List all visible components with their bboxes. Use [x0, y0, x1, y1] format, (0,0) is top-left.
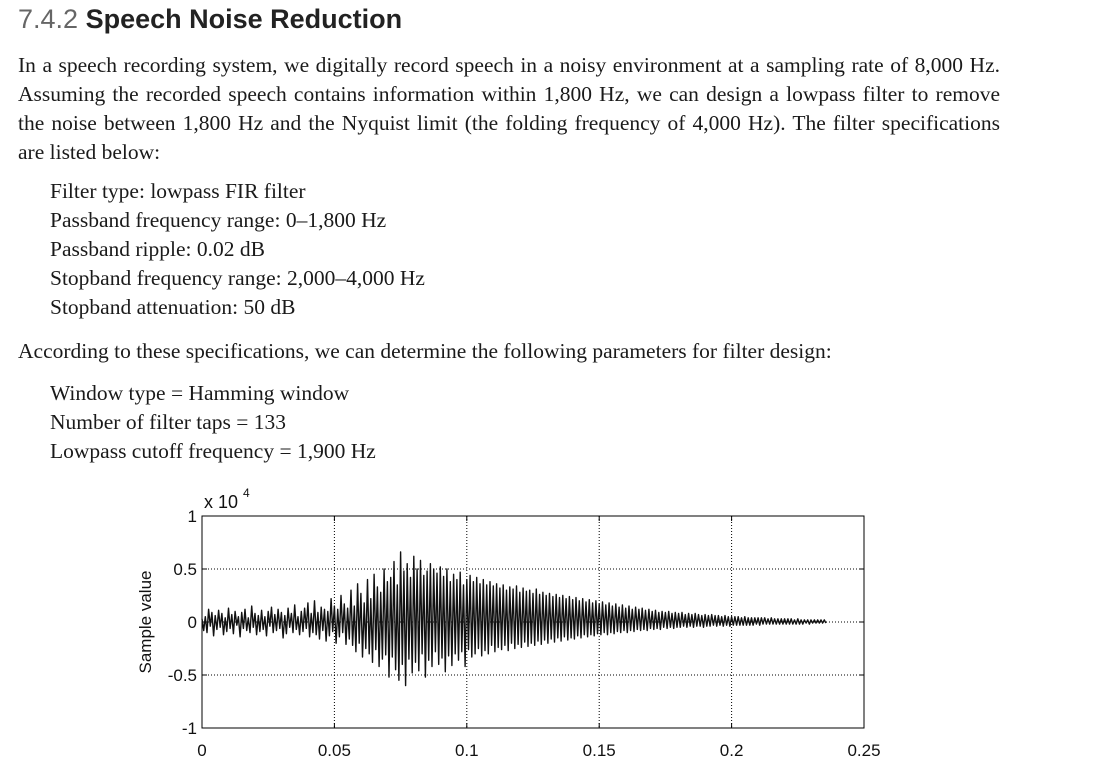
design-intro-paragraph: According to these specifications, we can determine the following parameters for filter design:: [18, 339, 832, 363]
y-axis-label: Sample value: [136, 570, 155, 674]
spec-stopband-attenuation: Stopband attenuation: 50 dB: [50, 295, 296, 319]
x-tick-label: 0.2: [719, 741, 744, 760]
y-tick-label: -1: [181, 719, 197, 738]
series-layer: [202, 552, 826, 686]
x-tick-label: 0.05: [317, 741, 351, 760]
x-tick-label: 0.25: [847, 741, 881, 760]
spec-filter-type: Filter type: lowpass FIR filter: [50, 179, 306, 203]
spec-passband-range: Passband frequency range: 0–1,800 Hz: [50, 208, 387, 232]
y-scale-label: x 10: [204, 492, 239, 512]
y-tick-label: 0.5: [173, 560, 197, 579]
y-tick-label: -0.5: [167, 666, 197, 685]
intro-paragraph: In a speech recording system, we digitally record speech in a noisy environment at a sampling rate of 8,000 Hz. Assuming the recorded speech contains information within 1,800 Hz, we can design a lowpass filter to remove the noise between 1,800 Hz and the Nyquist limit (the folding frequency of 4,000 Hz). The filter specifications are listed below:: [18, 53, 1000, 164]
param-filter-taps: Number of filter taps = 133: [50, 410, 287, 434]
x-tick-label: 0.1: [454, 741, 479, 760]
x-tick-label: 0: [197, 741, 207, 760]
grid-layer: [202, 516, 864, 728]
section-title: Speech Noise Reduction: [85, 4, 403, 34]
y-tick-label: 1: [187, 507, 197, 526]
param-cutoff-frequency: Lowpass cutoff frequency = 1,900 Hz: [50, 439, 376, 463]
spec-stopband-range: Stopband frequency range: 2,000–4,000 Hz: [50, 266, 425, 290]
y-tick-label: 0: [187, 613, 197, 632]
x-tick-label: 0.15: [582, 741, 616, 760]
section-number: 7.4.2: [18, 4, 79, 34]
y-scale-exponent: 4: [243, 486, 250, 500]
param-window-type: Window type = Hamming window: [50, 381, 350, 405]
waveform-series-line: [202, 552, 826, 686]
spec-passband-ripple: Passband ripple: 0.02 dB: [50, 237, 265, 261]
